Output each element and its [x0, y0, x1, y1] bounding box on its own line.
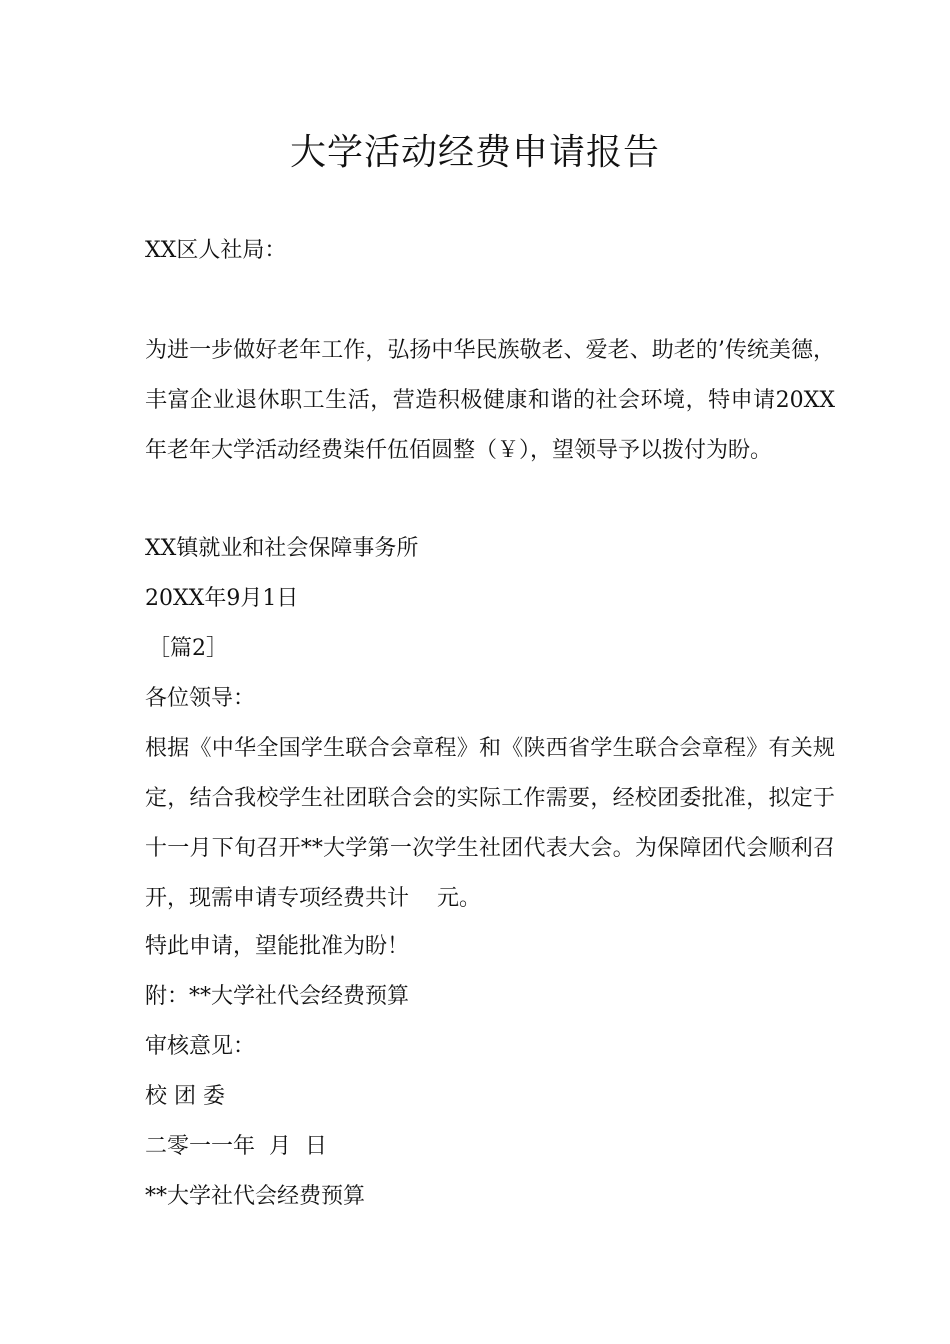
review-opinion-label: 审核意见：	[145, 1034, 256, 1059]
salutation-2: 各位领导：	[145, 686, 256, 711]
body-paragraph-1: 为进一步做好老年工作，弘扬中华民族敬老、爱老、助老的’传统美德，丰富企业退休职工生活，营造积极健康和谐的社会环境，特申请20XX年老年大学活动经费柒仟伍佰圆整（￥），望领导予以拨付为盼。	[145, 338, 835, 463]
committee-signature: 校 团 委	[145, 1084, 225, 1109]
salutation-1: XX区人社局：	[145, 238, 287, 263]
closing-line: 特此申请，望能批准为盼！	[145, 934, 410, 959]
date-2: 二零一一年 月 日	[145, 1134, 327, 1159]
document-title: 大学活动经费申请报告	[289, 132, 660, 173]
budget-title: **大学社代会经费预算	[145, 1184, 366, 1209]
organization-signature: XX镇就业和社会保障事务所	[145, 536, 419, 561]
attachment-line: 附：**大学社代会经费预算	[145, 984, 410, 1009]
date-1: 20XX年9月1日	[145, 586, 299, 611]
section-label: ［篇2］	[148, 636, 228, 661]
body-paragraph-2: 根据《中华全国学生联合会章程》和《陕西省学生联合会章程》有关规定，结合我校学生社团联合会的实际工作需要，经校团委批准，拟定于十一月下旬召开**大学第一次学生社团代表大会。为保障团代会顺利召开，现需申请专项经费共计 元。	[145, 736, 835, 911]
